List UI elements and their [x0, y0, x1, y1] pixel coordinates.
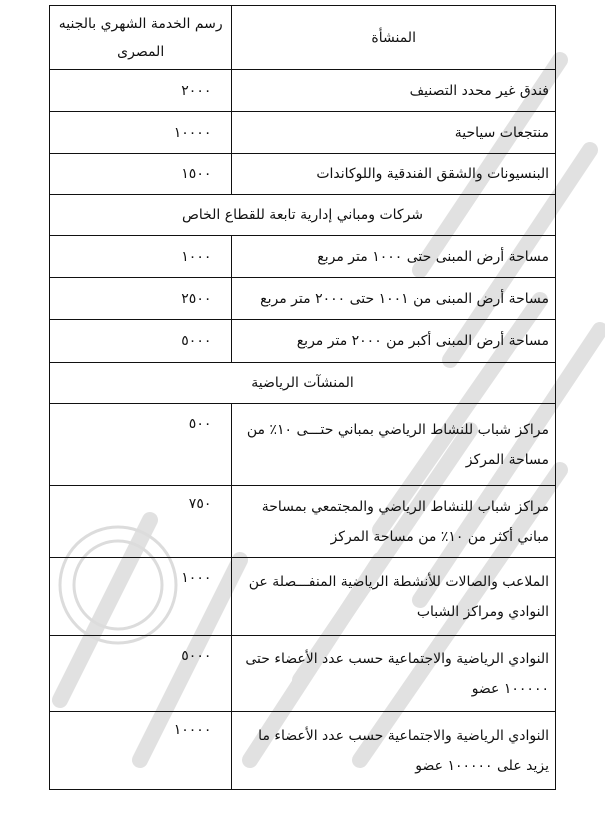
row-fee: ١٠٠٠٠: [50, 112, 232, 154]
row-fee: ١٠٠٠: [50, 558, 232, 636]
table-row: [50, 404, 556, 486]
header-fee: رسم الخدمة الشهري بالجنيه المصرى: [50, 6, 232, 70]
row-fee: ٢٠٠٠: [50, 70, 232, 112]
row-fee: ١٥٠٠: [50, 154, 232, 195]
row-fee: ٥٠٠: [50, 404, 232, 486]
row-establishment: منتجعات سياحية: [232, 112, 556, 154]
fees-table: [49, 5, 556, 790]
row-establishment: البنسيونات والشقق الفندقية واللوكاندات: [232, 154, 556, 195]
table-row: [50, 712, 556, 790]
table-row: [50, 636, 556, 712]
row-fee: ١٠٠٠٠: [50, 712, 232, 790]
table-row: [50, 558, 556, 636]
section-title: شركات ومباني إدارية تابعة للقطاع الخاص: [50, 195, 556, 236]
table-row: [50, 70, 556, 112]
row-fee: ١٠٠٠: [50, 236, 232, 278]
header-establishment: المنشأة: [232, 6, 556, 70]
row-establishment: مساحة أرض المبنى من ١٠٠١ حتى ٢٠٠٠ متر مربع: [232, 278, 556, 320]
row-establishment: مراكز شباب للنشاط الرياضي بمباني حتـــى ١٠٪ من مساحة المركز: [232, 404, 556, 486]
row-establishment: مساحة أرض المبنى أكبر من ٢٠٠٠ متر مربع: [232, 320, 556, 363]
row-fee: ٥٠٠٠: [50, 320, 232, 363]
section-row: [50, 363, 556, 404]
section-row: [50, 195, 556, 236]
table-row: [50, 486, 556, 558]
table-row: [50, 154, 556, 195]
table-row: [50, 112, 556, 154]
row-fee: ٧٥٠: [50, 486, 232, 558]
table-row: [50, 236, 556, 278]
row-establishment: النوادي الرياضية والاجتماعية حسب عدد الأعضاء حتى ١٠٠٠٠٠ عضو: [232, 636, 556, 712]
row-establishment: فندق غير محدد التصنيف: [232, 70, 556, 112]
table-row: [50, 278, 556, 320]
row-fee: ٢٥٠٠: [50, 278, 232, 320]
row-fee: ٥٠٠٠: [50, 636, 232, 712]
table-row: [50, 320, 556, 363]
table-header-row: [50, 6, 556, 70]
section-title: المنشآت الرياضية: [50, 363, 556, 404]
row-establishment: الملاعب والصالات للأنشطة الرياضية المنفـــصلة عن النوادي ومراكز الشباب: [232, 558, 556, 636]
row-establishment: النوادي الرياضية والاجتماعية حسب عدد الأعضاء ما يزيد على ١٠٠٠٠٠ عضو: [232, 712, 556, 790]
row-establishment: مراكز شباب للنشاط الرياضي والمجتمعي بمساحة مباني أكثر من ١٠٪ من مساحة المركز: [232, 486, 556, 558]
row-establishment: مساحة أرض المبنى حتى ١٠٠٠ متر مربع: [232, 236, 556, 278]
